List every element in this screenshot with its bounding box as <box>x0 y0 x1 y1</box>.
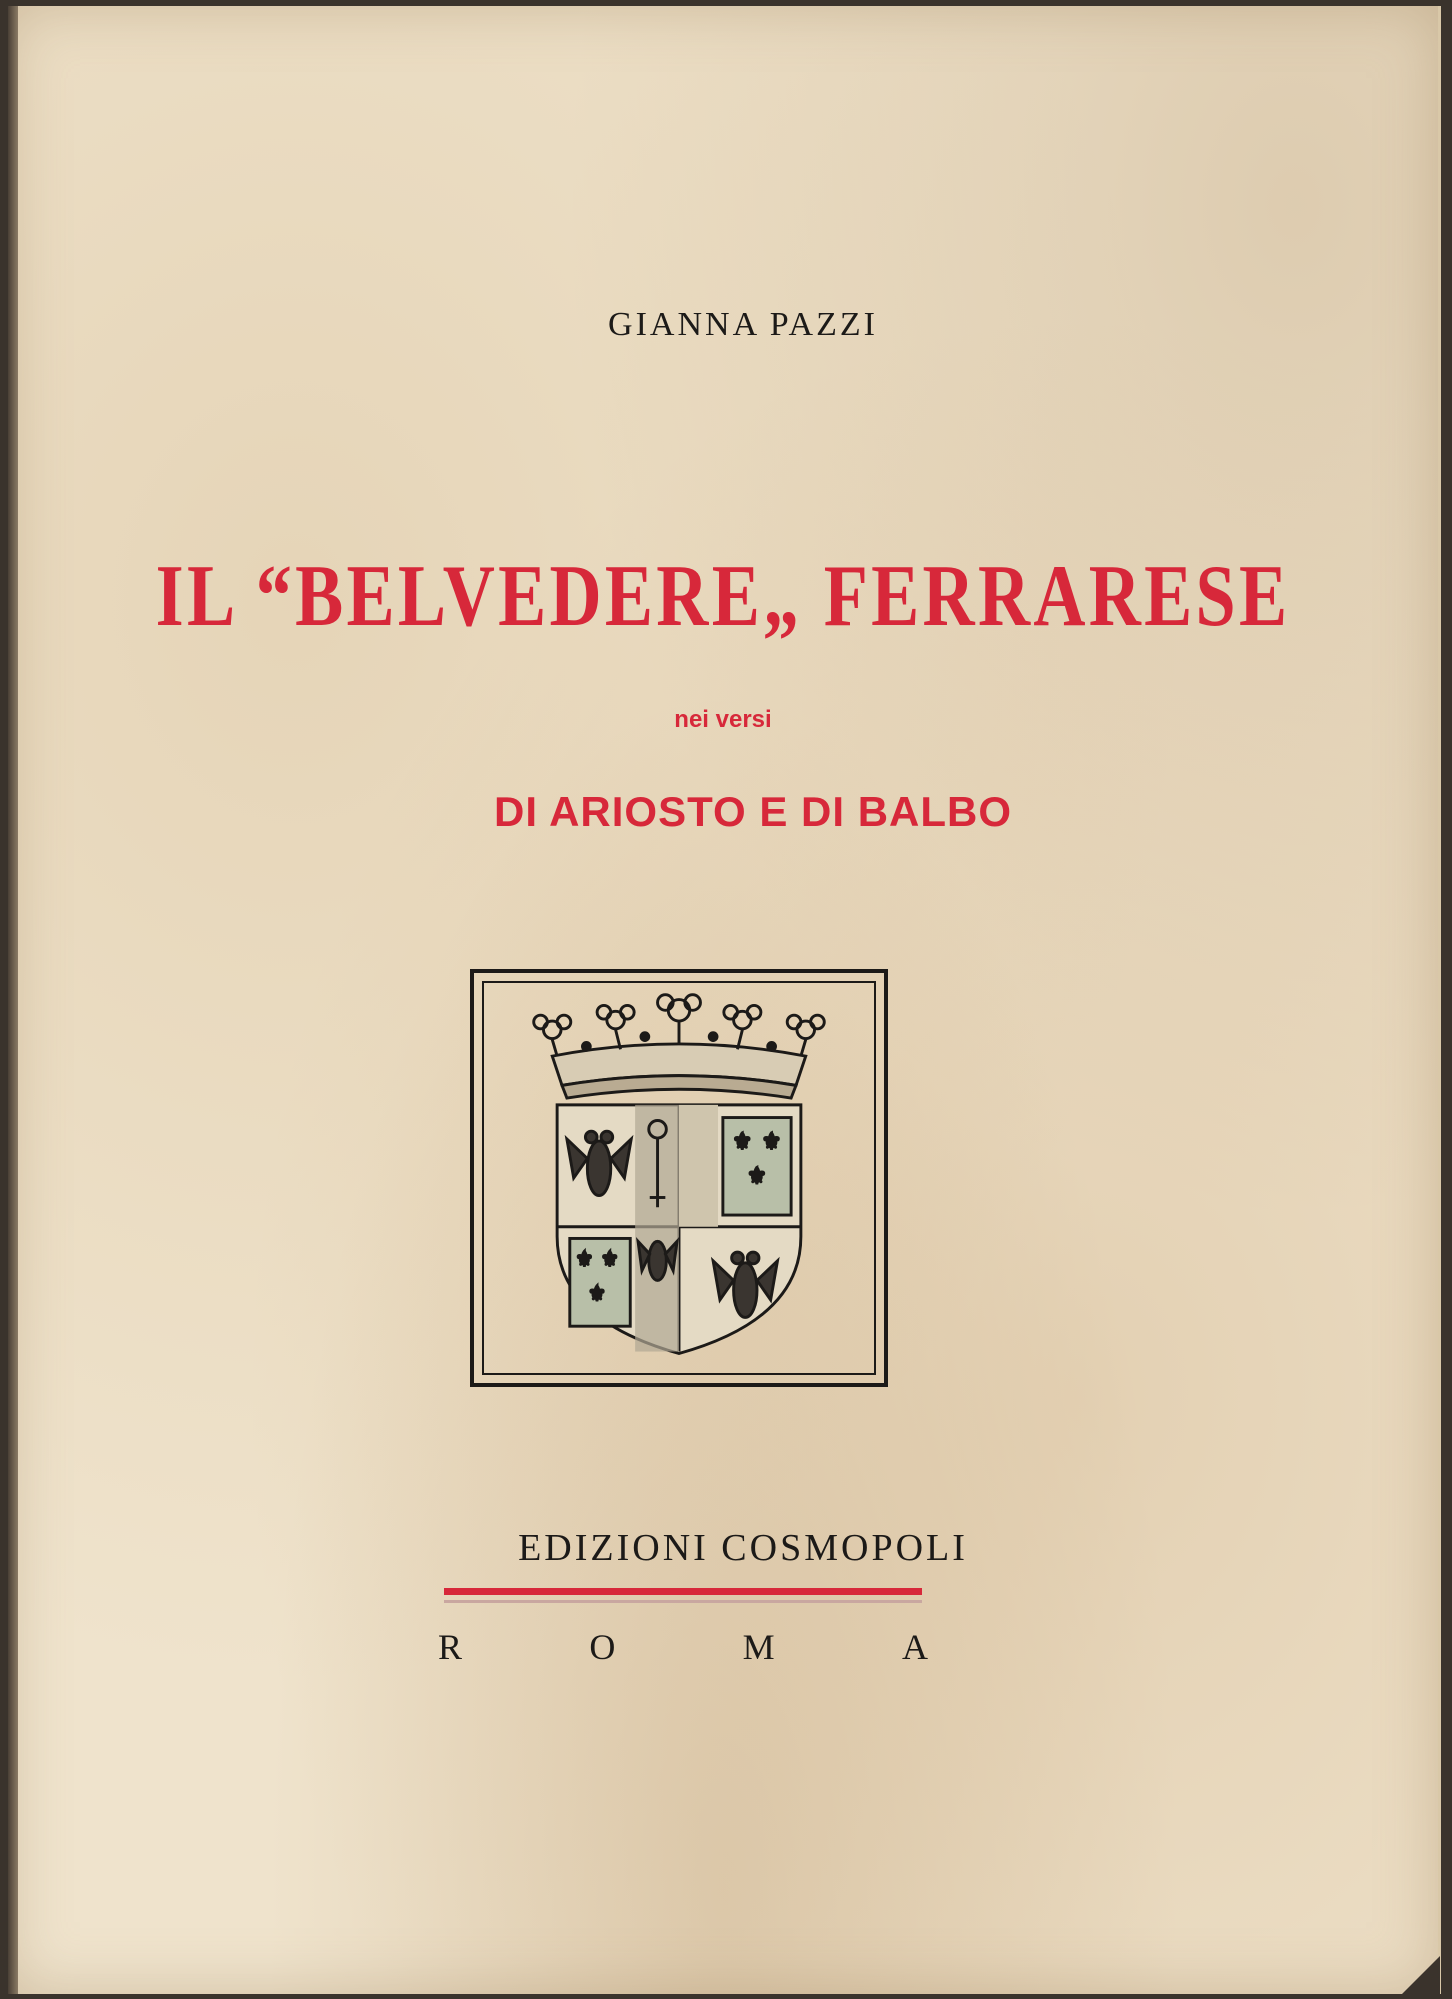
svg-text:⚜: ⚜ <box>732 1129 752 1155</box>
torn-corner <box>1400 1956 1440 1996</box>
emblem-frame <box>470 969 888 1387</box>
emblem-inner-frame <box>482 981 876 1375</box>
book-subtitle: nei versi <box>674 706 772 733</box>
crown-icon <box>534 995 825 1098</box>
svg-text:⚜: ⚜ <box>761 1129 782 1155</box>
publisher-underline <box>444 1600 922 1603</box>
svg-text:⚜: ⚜ <box>588 1281 606 1305</box>
svg-text:⚜: ⚜ <box>575 1247 594 1271</box>
book-cover <box>8 6 1441 1994</box>
city-letter: O <box>589 1627 616 1667</box>
publisher-name: EDIZIONI COSMOPOLI <box>518 1527 968 1569</box>
city-name <box>438 1626 928 1668</box>
city-letter: M <box>742 1627 775 1667</box>
city-letter: R <box>438 1627 463 1667</box>
svg-text:⚜: ⚜ <box>601 1247 619 1271</box>
shield-icon <box>557 1105 801 1354</box>
book-title: IL “BELVEDERE„ FERRARESE <box>155 548 1291 645</box>
city-letter: A <box>901 1627 928 1667</box>
coat-of-arms-icon <box>484 983 874 1373</box>
poets-line: DI ARIOSTO E DI BALBO <box>493 788 1013 835</box>
author-name: GIANNA PAZZI <box>608 306 878 343</box>
publisher-red-rule <box>444 1588 922 1595</box>
spine-edge <box>8 6 18 1994</box>
svg-text:⚜: ⚜ <box>747 1163 767 1189</box>
